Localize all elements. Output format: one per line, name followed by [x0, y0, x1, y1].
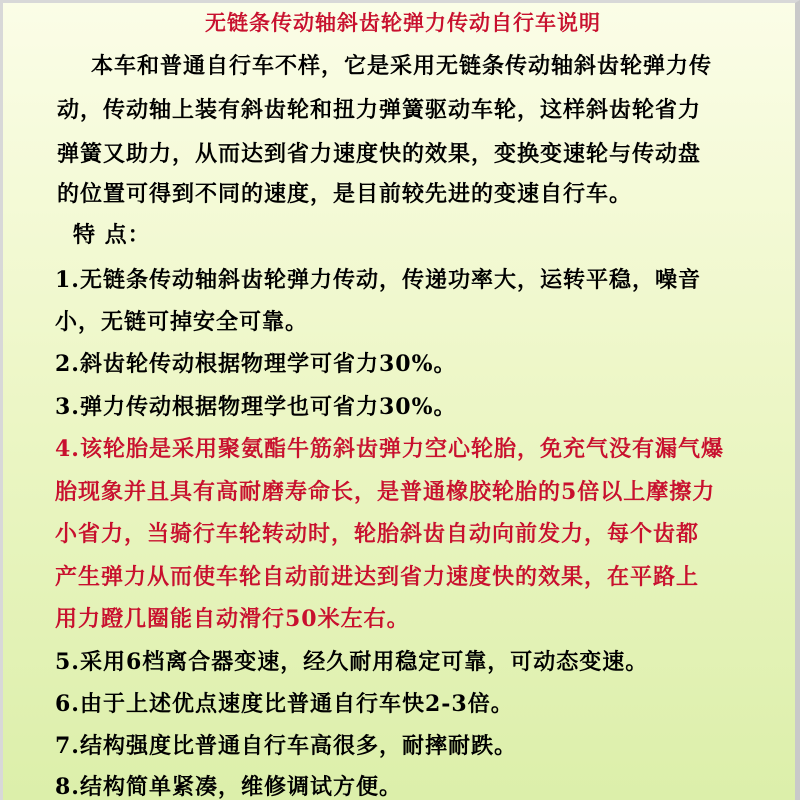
- features-heading: 特 点：: [73, 222, 151, 248]
- intro-line-3: 弹簧又助力，从而达到省力速度快的效果，变换变速轮与传动盘: [57, 141, 702, 167]
- feature-8: 8.结构简单紧凑，维修调试方便。: [55, 774, 402, 800]
- feature-4-line-1: 4.该轮胎是采用聚氨酯牛筋斜齿弹力空心轮胎，免充气没有漏气爆: [55, 436, 724, 462]
- intro-line-4: 的位置可得到不同的速度，是目前较先进的变速自行车。: [57, 181, 633, 207]
- feature-4-line-2: 胎现象并且具有高耐磨寿命长，是普通橡胶轮胎的5倍以上摩擦力: [55, 479, 716, 505]
- intro-line-1: 本车和普通自行车不样，它是采用无链条传动轴斜齿轮弹力传: [91, 53, 713, 79]
- feature-5: 5.采用6档离合器变速，经久耐用稳定可靠，可动态变速。: [55, 649, 649, 675]
- feature-1-line-1: 1.无链条传动轴斜齿轮弹力传动，传递功率大，运转平稳，噪音: [55, 267, 701, 293]
- intro-line-2: 动，传动轴上装有斜齿轮和扭力弹簧驱动车轮，这样斜齿轮省力: [57, 97, 702, 123]
- feature-4-line-5: 用力蹬几圈能自动滑行50米左右。: [55, 606, 410, 632]
- feature-4-line-4: 产生弹力从而使车轮自动前进达到省力速度快的效果，在平路上: [55, 564, 700, 590]
- feature-1-line-2: 小，无链可掉安全可靠。: [55, 309, 309, 335]
- feature-4-line-3: 小省力，当骑行车轮转动时，轮胎斜齿自动向前发力，每个齿都: [55, 521, 700, 547]
- document-title: 无链条传动轴斜齿轮弹力传动自行车说明: [205, 10, 601, 35]
- feature-2: 2.斜齿轮传动根据物理学可省力30%。: [55, 351, 457, 377]
- feature-6: 6.由于上述优点速度比普通自行车快2-3倍。: [55, 691, 514, 717]
- feature-7: 7.结构强度比普通自行车高很多，耐摔耐跌。: [55, 733, 517, 759]
- feature-3: 3.弹力传动根据物理学也可省力30%。: [55, 394, 457, 420]
